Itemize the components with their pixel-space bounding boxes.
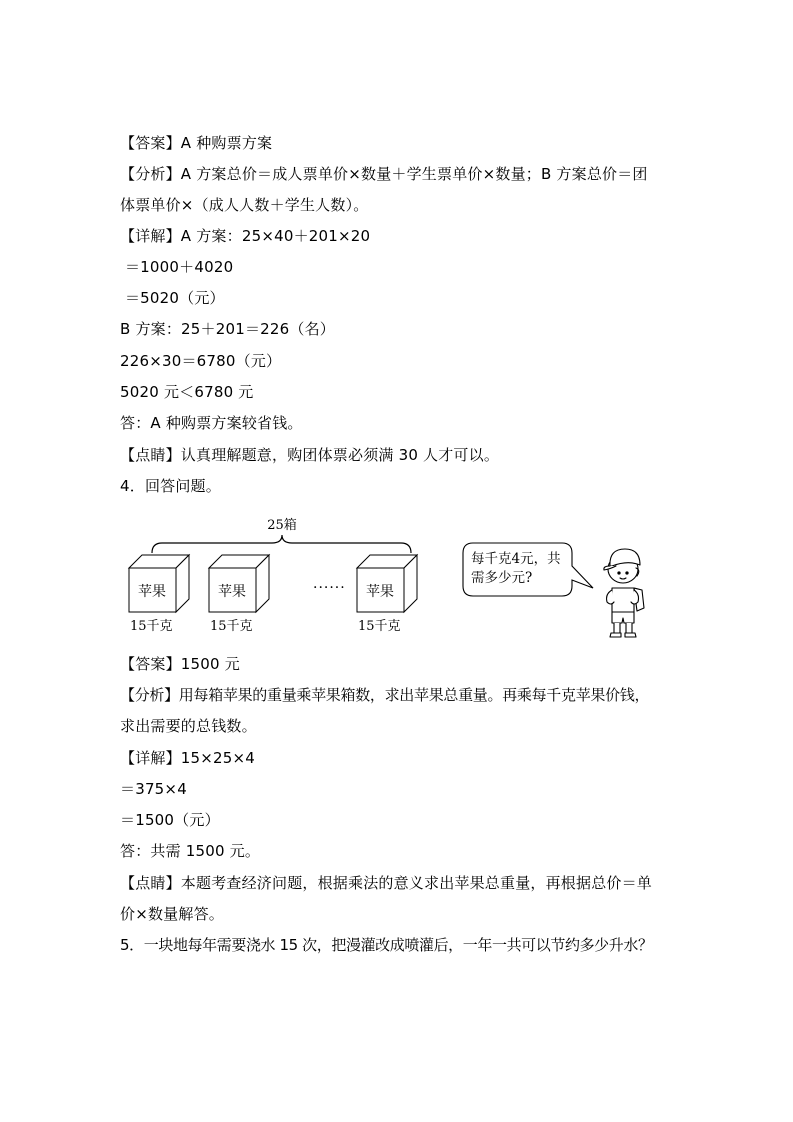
weight-label: 15千克 — [358, 619, 401, 634]
q4-tip-line2: 价×数量解答。 — [120, 905, 224, 923]
ellipsis: ······ — [313, 580, 346, 596]
q3-detail-line5: 226×30＝6780（元） — [120, 352, 282, 370]
weight-label: 15千克 — [210, 619, 253, 634]
q4-detail-line1: 【详解】15×25×4 — [120, 749, 256, 767]
q3-answer: 【答案】A 种购票方案 — [120, 134, 273, 152]
q3-tip: 【点睛】认真理解题意，购团体票必须满 30 人才可以。 — [120, 446, 500, 464]
q3-detail-line6: 5020 元＜6780 元 — [120, 383, 254, 401]
brace-label: 25箱 — [267, 518, 297, 533]
q3-detail-line3: ＝5020（元） — [120, 289, 225, 307]
q4-title: 4．回答问题。 — [120, 477, 221, 495]
speech-bubble — [463, 543, 593, 596]
bubble-line1: 每千克4元，共 — [471, 551, 561, 567]
q4-tip-line1: 【点睛】本题考查经济问题，根据乘法的意义求出苹果总重量，再根据总价＝单 — [120, 874, 653, 892]
weight-label: 15千克 — [130, 619, 173, 634]
q4-detail-line2: ＝375×4 — [120, 780, 187, 798]
bubble-line2: 需多少元? — [471, 570, 533, 586]
box-label: 苹果 — [218, 584, 246, 600]
q3-detail-line2: ＝1000＋4020 — [120, 258, 234, 276]
brace — [152, 535, 411, 553]
q3-detail-line4: B 方案：25＋201＝226（名） — [120, 320, 336, 338]
boy-icon — [604, 549, 644, 637]
q4-detail-line3: ＝1500（元） — [120, 811, 220, 829]
q3-detail-line1: 【详解】A 方案：25×40＋201×20 — [120, 227, 371, 245]
q3-analysis-line1: 【分析】A 方案总价＝成人票单价×数量＋学生票单价×数量；B 方案总价＝团 — [120, 165, 648, 183]
apple-box-3 — [357, 555, 417, 634]
q4-analysis-line2: 求出需要的总钱数。 — [120, 717, 257, 735]
apple-box-1 — [129, 555, 189, 634]
q4-analysis-line1: 【分析】用每箱苹果的重量乘苹果箱数，求出苹果总重量。再乘每千克苹果价钱， — [120, 686, 650, 704]
q4-answer: 【答案】1500 元 — [120, 655, 240, 673]
q4-reply: 答：共需 1500 元。 — [120, 842, 261, 860]
q3-analysis-line2: 体票单价×（成人人数＋学生人数）。 — [120, 196, 369, 214]
box-label: 苹果 — [366, 584, 394, 600]
box-label: 苹果 — [138, 584, 166, 600]
apple-box-2 — [209, 555, 269, 634]
q3-reply: 答：A 种购票方案较省钱。 — [120, 414, 303, 432]
q5-title: 5．一块地每年需要浇水 15 次，把漫灌改成喷灌后，一年一共可以节约多少升水？ — [120, 936, 653, 954]
